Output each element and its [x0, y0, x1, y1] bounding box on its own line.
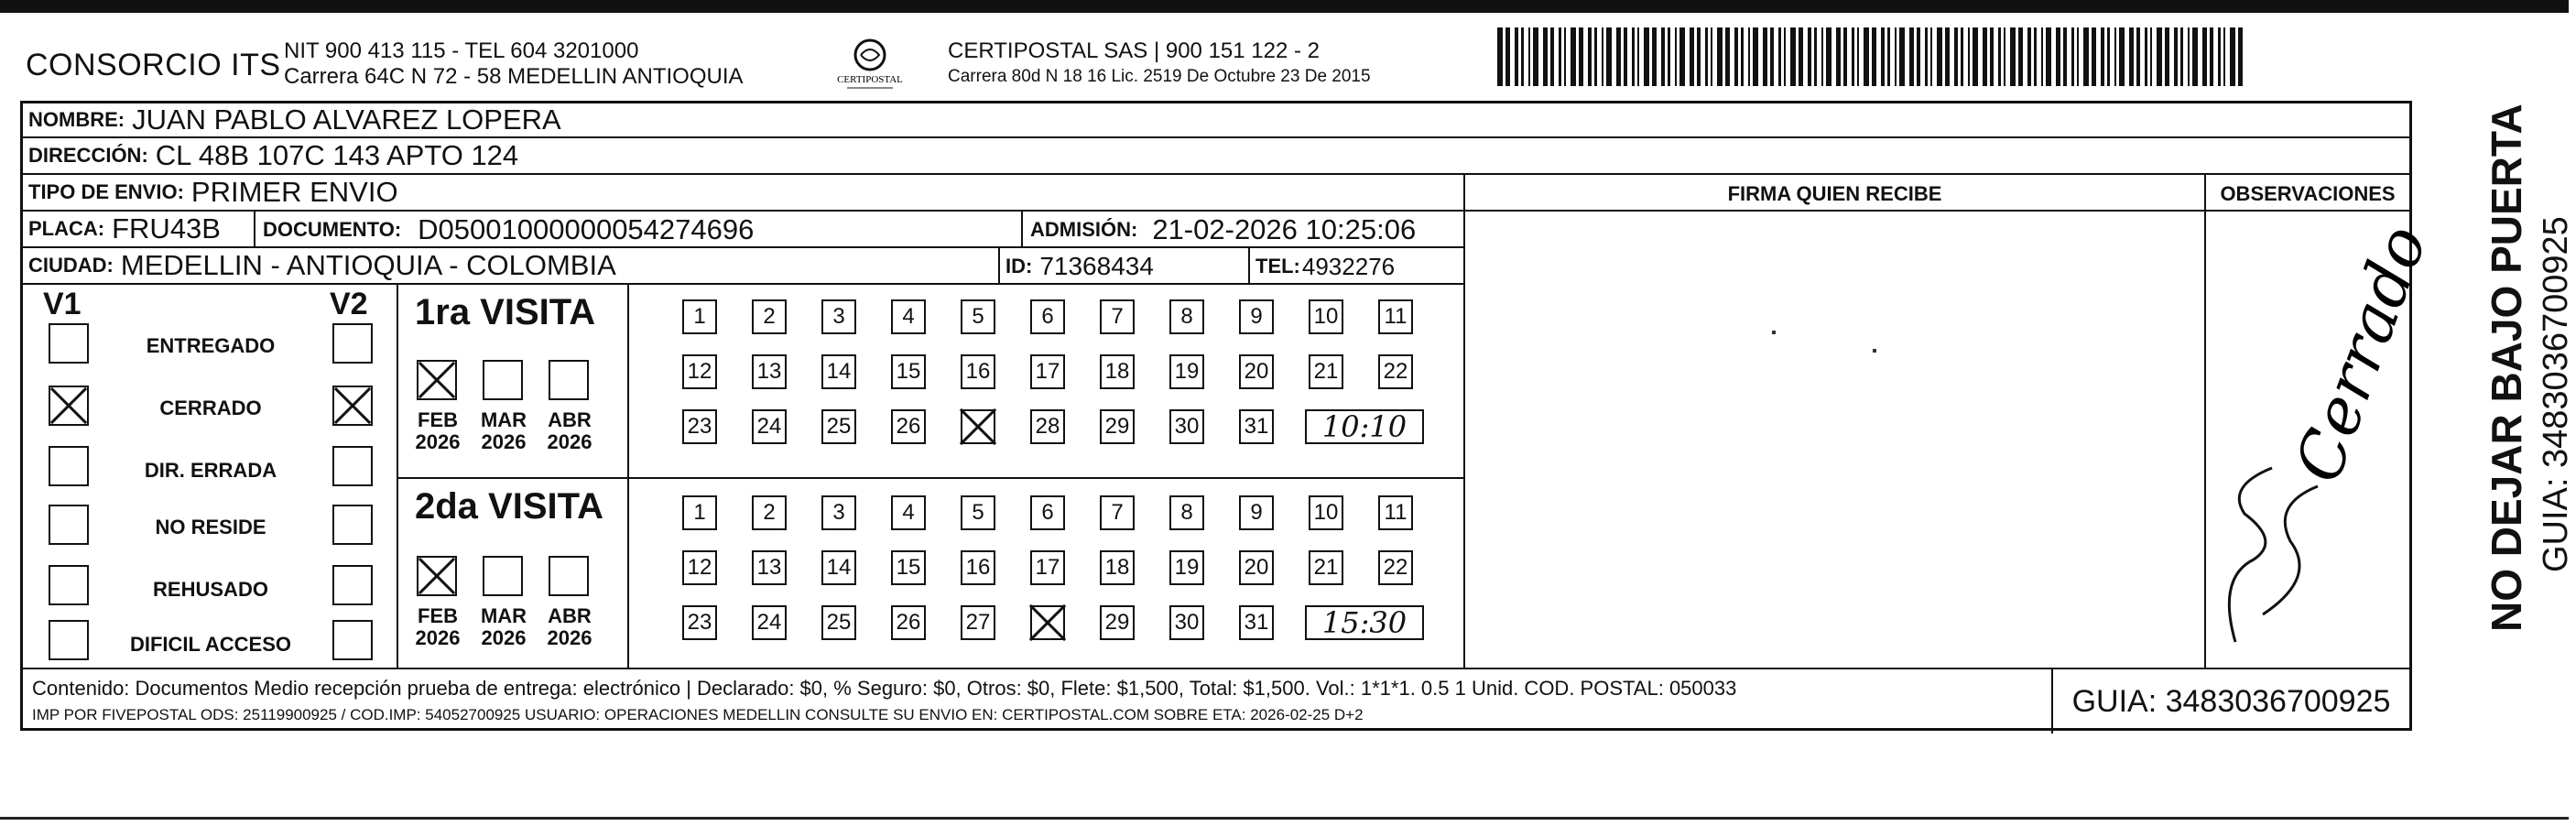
id-value: 71368434: [1039, 252, 1154, 280]
barcode-bar: [1705, 27, 1708, 86]
certipostal-logo: [829, 37, 911, 95]
nombre-label: NOMBRE:: [28, 108, 125, 131]
documento-value: D05001000000054274696: [418, 213, 755, 245]
firma-separator: [1463, 175, 1465, 668]
status-cerrado: CERRADO: [159, 397, 262, 419]
nombre-value: JUAN PABLO ALVAREZ LOPERA: [132, 103, 561, 136]
admision-value: 21-02-2026 10:25:06: [1152, 213, 1417, 245]
barcode-bar: [1790, 27, 1796, 86]
barcode: [1497, 27, 2248, 86]
barcode-bar: [2238, 27, 2243, 86]
barcode-bar: [1852, 27, 1854, 86]
v2-no-reside-checkbox[interactable]: [332, 505, 373, 545]
footer: [23, 668, 2409, 732]
observaciones-heading: OBSERVACIONES: [2220, 182, 2396, 205]
barcode-bar: [1753, 27, 1758, 86]
day-box[interactable]: 10: [1309, 495, 1343, 530]
day-box[interactable]: 11: [1378, 495, 1413, 530]
day-box[interactable]: 7: [1100, 299, 1135, 334]
day-box[interactable]: 20: [1239, 550, 1274, 585]
barcode-bar: [1697, 27, 1701, 86]
barcode-bar: [2150, 27, 2152, 86]
barcode-bar: [1679, 27, 1685, 86]
row-placa: [23, 212, 1465, 248]
barcode-bar: [1799, 27, 1803, 86]
barcode-bar: [2210, 27, 2213, 86]
ciudad-label: CIUDAD:: [28, 254, 114, 277]
day-box[interactable]: 29: [1100, 409, 1135, 444]
month-name: ABR: [548, 408, 592, 431]
barcode-bar: [1637, 27, 1639, 86]
barcode-bar: [1983, 27, 1987, 86]
barcode-bar: [1594, 27, 1597, 86]
status-dir-errada: DIR. ERRADA: [144, 459, 277, 482]
barcode-bar: [1550, 27, 1554, 86]
day-box[interactable]: 6: [1030, 299, 1065, 334]
barcode-bar: [1778, 27, 1781, 86]
barcode-bar: [1497, 27, 1503, 86]
day-box[interactable]: 12: [682, 354, 717, 389]
barcode-bar: [2174, 27, 2178, 86]
day-box[interactable]: 11: [1378, 299, 1413, 334]
barcode-bar: [2114, 27, 2116, 86]
direccion-label: DIRECCIÓN:: [28, 144, 148, 167]
v2-dir-errada-checkbox[interactable]: [332, 446, 373, 486]
barcode-bar: [1616, 27, 1621, 86]
footer-imp: IMP POR FIVEPOSTAL ODS: 25119900925 / COD.IMP: 54052700925 USUARIO: OPERACIONES MEDELLIN CONSULTE SU ENVIO EN: CERTIPOSTAL.COM SOBRE ETA: 2026-02-25 D+2: [32, 706, 1364, 723]
firma-heading: FIRMA QUIEN RECIBE: [1727, 182, 1942, 205]
visit2-month-abr-box[interactable]: [549, 556, 589, 596]
barcode-bar: [1917, 27, 1920, 86]
barcode-bar: [2004, 27, 2005, 86]
v2-dificil-acceso-checkbox[interactable]: [332, 620, 373, 660]
day-box[interactable]: 27: [961, 605, 995, 640]
day-box[interactable]: 22: [1378, 550, 1413, 585]
barcode-bar: [2034, 27, 2037, 86]
row-ciudad: [23, 248, 1465, 285]
day-box[interactable]: 23: [682, 605, 717, 640]
ciudad-value: MEDELLIN - ANTIOQUIA - COLOMBIA: [120, 249, 616, 281]
certipostal-address: Carrera 80d N 18 16 Lic. 2519 De Octubre 23 De 2015: [948, 67, 1371, 86]
v1-entregado-checkbox[interactable]: [49, 323, 89, 364]
barcode-bar: [1748, 27, 1750, 86]
barcode-bar: [2071, 27, 2074, 86]
day-box[interactable]: 19: [1169, 550, 1204, 585]
id-label: ID:: [1005, 255, 1033, 277]
tipo-value: PRIMER ENVIO: [190, 176, 398, 208]
visit2-month-abr: [538, 605, 602, 649]
month-name: ABR: [548, 604, 592, 627]
barcode-bar: [1814, 27, 1817, 86]
v1-cerrado-checkbox[interactable]: [49, 386, 89, 426]
barcode-bar: [2165, 27, 2169, 86]
barcode-bar: [1937, 27, 1942, 86]
barcode-bar: [1887, 27, 1890, 86]
barcode-bar: [2010, 27, 2016, 86]
visit-divider: [397, 477, 1464, 479]
barcode-bar: [1968, 27, 1970, 86]
barcode-bar: [1579, 27, 1583, 86]
barcode-bar: [2101, 27, 2104, 86]
day-box[interactable]: 31: [1239, 409, 1274, 444]
barcode-bar: [2018, 27, 2023, 86]
barcode-bar: [1717, 27, 1723, 86]
day-box[interactable]: 17: [1030, 550, 1065, 585]
barcode-bar: [1763, 27, 1767, 86]
certipostal-info: [948, 38, 1371, 90]
month-year: 2026: [481, 626, 527, 649]
tipo-label: TIPO DE ENVIO:: [28, 180, 184, 203]
barcode-bar: [2083, 27, 2089, 86]
day-box[interactable]: 1: [682, 495, 717, 530]
barcode-bar: [1864, 27, 1869, 86]
visit-separator: [627, 285, 629, 668]
day-box[interactable]: 24: [752, 409, 787, 444]
barcode-bar: [1973, 27, 1978, 86]
v2-heading: V2: [330, 287, 368, 321]
barcode-bar: [2145, 27, 2147, 86]
day-box[interactable]: 19: [1169, 354, 1204, 389]
day-box[interactable]: 30: [1169, 605, 1204, 640]
barcode-bar: [1836, 27, 1841, 86]
visit2-month-feb-box[interactable]: [417, 556, 457, 596]
day-box[interactable]: 26: [891, 605, 926, 640]
v1-rehusado-checkbox[interactable]: [49, 565, 89, 605]
barcode-bar: [2192, 27, 2198, 86]
day-box[interactable]: 16: [961, 354, 995, 389]
barcode-bar: [1624, 27, 1627, 86]
v2-rehusado-checkbox[interactable]: [332, 565, 373, 605]
barcode-bar: [2157, 27, 2162, 86]
observaciones-handwriting: [2208, 212, 2442, 666]
barcode-bar: [1675, 27, 1677, 86]
barcode-bar: [1690, 27, 1694, 86]
v1-dir-errada-checkbox[interactable]: [49, 446, 89, 486]
barcode-bar: [1571, 27, 1576, 86]
day-box[interactable]: 15: [891, 550, 926, 585]
barcode-bar: [2092, 27, 2096, 86]
barcode-bar: [2119, 27, 2125, 86]
nit-line: NIT 900 413 115 - TEL 604 3201000: [284, 38, 639, 63]
barcode-bar: [1881, 27, 1885, 86]
status-rehusado: REHUSADO: [153, 578, 268, 601]
tel-value: 4932276: [1301, 252, 1396, 280]
day-box[interactable]: 16: [961, 550, 995, 585]
month-name: MAR: [480, 408, 527, 431]
barcode-bar: [1930, 27, 1932, 86]
row-tipo: [23, 175, 1465, 212]
day-box[interactable]: 14: [821, 550, 856, 585]
barcode-bar: [1734, 27, 1738, 86]
barcode-bar: [2202, 27, 2207, 86]
barcode-bar: [1821, 27, 1823, 86]
visit1-month-feb: [406, 409, 470, 453]
row-direccion: [23, 138, 2409, 175]
barcode-bar: [1652, 27, 1657, 86]
day-box[interactable]: 24: [752, 605, 787, 640]
admision-label: ADMISIÓN:: [1030, 218, 1138, 241]
day-box[interactable]: 1: [682, 299, 717, 334]
barcode-bar: [1606, 27, 1612, 86]
day-box[interactable]: 30: [1169, 409, 1204, 444]
barcode-bar: [1533, 27, 1538, 86]
barcode-bar: [2188, 27, 2190, 86]
day-box[interactable]: 4: [891, 495, 926, 530]
documento-label: DOCUMENTO:: [263, 218, 402, 241]
barcode-bar: [1521, 27, 1524, 86]
bottom-line: [0, 817, 2569, 820]
day-box[interactable]: 8: [1169, 495, 1204, 530]
barcode-bar: [2180, 27, 2183, 86]
barcode-bar: [1990, 27, 1994, 86]
month-name: FEB: [418, 604, 458, 627]
barcode-bar: [1954, 27, 1958, 86]
v1-dificil-acceso-checkbox[interactable]: [49, 620, 89, 660]
barcode-bar: [2046, 27, 2051, 86]
footer-guia: GUIA: 3483036700925: [2051, 669, 2409, 734]
day-box[interactable]: 9: [1239, 495, 1274, 530]
barcode-bar: [1909, 27, 1914, 86]
barcode-bar: [1528, 27, 1530, 86]
v2-cerrado-checkbox[interactable]: [332, 386, 373, 426]
side-guia: GUIA: 3483036700925: [2537, 216, 2575, 572]
visit2-title: 2da VISITA: [415, 486, 603, 527]
day-box[interactable]: 25: [821, 409, 856, 444]
day-box[interactable]: 12: [682, 550, 717, 585]
barcode-bar: [1588, 27, 1592, 86]
month-year: 2026: [547, 626, 592, 649]
day-box[interactable]: [961, 409, 995, 444]
barcode-bar: [1808, 27, 1811, 86]
barcode-bar: [1872, 27, 1876, 86]
visit1-month-feb-box[interactable]: [417, 360, 457, 400]
barcode-bar: [1668, 27, 1670, 86]
month-year: 2026: [547, 430, 592, 453]
logo-text: CERTIPOSTAL: [837, 74, 903, 85]
row-nombre: [23, 103, 2409, 138]
barcode-bar: [1961, 27, 1963, 86]
company-info: [284, 38, 744, 90]
day-box[interactable]: 22: [1378, 354, 1413, 389]
barcode-bar: [1564, 27, 1566, 86]
company-name: CONSORCIO ITS: [26, 48, 281, 82]
day-box[interactable]: 23: [682, 409, 717, 444]
barcode-bar: [1741, 27, 1744, 86]
signature-dot: [1772, 331, 1776, 334]
day-box[interactable]: 3: [821, 299, 856, 334]
visit1-month-mar-box[interactable]: [483, 360, 523, 400]
status-list: [23, 285, 398, 668]
day-box[interactable]: 21: [1309, 550, 1343, 585]
header: [18, 27, 2408, 101]
barcode-bar: [1945, 27, 1950, 86]
barcode-bar: [1857, 27, 1859, 86]
visit2-month-mar: [472, 605, 536, 649]
day-box[interactable]: 20: [1239, 354, 1274, 389]
side-warning: [2418, 103, 2575, 668]
footer-contenido: Contenido: Documentos Medio recepción prueba de entrega: electrónico | Declarado: $0, % Seguro: $0, Otros: $0, Flete: $1,500, Total: $1,500. Vol.: 1*1*1. 0.5 1 Unid. COD. POSTAL: 050033: [32, 677, 1737, 700]
day-box[interactable]: 13: [752, 354, 787, 389]
barcode-bar: [1826, 27, 1831, 86]
signature-dot: [1873, 349, 1876, 353]
tel-label: TEL:: [1255, 255, 1300, 277]
day-box[interactable]: 2: [752, 299, 787, 334]
barcode-bar: [2136, 27, 2140, 86]
top-black-bar: [0, 0, 2569, 13]
company-address: Carrera 64C N 72 - 58 MEDELLIN ANTIOQUIA: [284, 64, 744, 89]
day-box[interactable]: 13: [752, 550, 787, 585]
visit1-title: 1ra VISITA: [415, 292, 596, 332]
day-box[interactable]: 4: [891, 299, 926, 334]
barcode-bar: [2041, 27, 2043, 86]
day-box[interactable]: 25: [821, 605, 856, 640]
barcode-bar: [2223, 27, 2225, 86]
observacion-text: Cerrado: [2279, 215, 2442, 492]
day-box[interactable]: 21: [1309, 354, 1343, 389]
day-box[interactable]: 5: [961, 495, 995, 530]
day-box[interactable]: 18: [1100, 550, 1135, 585]
v2-entregado-checkbox[interactable]: [332, 323, 373, 364]
day-box[interactable]: 28: [1030, 409, 1065, 444]
visit2-month-mar-box[interactable]: [483, 556, 523, 596]
barcode-bar: [1895, 27, 1897, 86]
visit1-month-abr: [538, 409, 602, 453]
day-box[interactable]: 17: [1030, 354, 1065, 389]
visit2-month-feb: [406, 605, 470, 649]
barcode-bar: [1559, 27, 1561, 86]
barcode-bar: [1843, 27, 1847, 86]
obs-separator: [2204, 175, 2206, 668]
day-box[interactable]: 5: [961, 299, 995, 334]
barcode-bar: [1998, 27, 2001, 86]
barcode-bar: [2056, 27, 2060, 86]
visit1-month-abr-box[interactable]: [549, 360, 589, 400]
month-year: 2026: [481, 430, 527, 453]
day-box[interactable]: 15: [891, 354, 926, 389]
month-name: MAR: [480, 604, 527, 627]
barcode-bar: [1711, 27, 1712, 86]
barcode-bar: [2129, 27, 2134, 86]
status-dificil-acceso: DIFICIL ACCESO: [129, 633, 291, 656]
v1-no-reside-checkbox[interactable]: [49, 505, 89, 545]
barcode-bar: [2077, 27, 2079, 86]
v1-heading: V1: [43, 287, 82, 321]
day-box[interactable]: [1030, 605, 1065, 640]
no-dejar-bajo-puerta: NO DEJAR BAJO PUERTA: [2483, 103, 2530, 632]
barcode-bar: [1515, 27, 1518, 86]
barcode-bar: [1925, 27, 1928, 86]
day-box[interactable]: 29: [1100, 605, 1135, 640]
placa-value: FRU43B: [112, 212, 221, 245]
barcode-bar: [1602, 27, 1603, 86]
barcode-bar: [1770, 27, 1774, 86]
visit1-time: 10:10: [1305, 409, 1424, 444]
day-box[interactable]: 14: [821, 354, 856, 389]
barcode-bar: [1644, 27, 1649, 86]
day-box[interactable]: 8: [1169, 299, 1204, 334]
day-box[interactable]: 7: [1100, 495, 1135, 530]
placa-label: PLACA:: [28, 217, 105, 240]
barcode-bar: [2063, 27, 2067, 86]
visit2-time: 15:30: [1305, 605, 1424, 640]
delivery-form: [20, 101, 2442, 731]
day-box[interactable]: 10: [1309, 299, 1343, 334]
barcode-bar: [1543, 27, 1548, 86]
barcode-bar: [1661, 27, 1665, 86]
day-box[interactable]: 6: [1030, 495, 1065, 530]
barcode-bar: [1899, 27, 1905, 86]
day-box[interactable]: 18: [1100, 354, 1135, 389]
barcode-bar: [2107, 27, 2110, 86]
day-box[interactable]: 31: [1239, 605, 1274, 640]
status-no-reside: NO RESIDE: [155, 516, 266, 538]
direccion-value: CL 48B 107C 143 APTO 124: [155, 139, 519, 171]
barcode-bar: [1784, 27, 1786, 86]
barcode-bar: [1725, 27, 1730, 86]
day-box[interactable]: 3: [821, 495, 856, 530]
barcode-bar: [1505, 27, 1510, 86]
top-black-bar-right: [2390, 7, 2569, 13]
visit1-month-mar: [472, 409, 536, 453]
barcode-bar: [2218, 27, 2221, 86]
status-entregado: ENTREGADO: [146, 334, 276, 357]
day-box[interactable]: 26: [891, 409, 926, 444]
month-name: FEB: [418, 408, 458, 431]
day-box[interactable]: 2: [752, 495, 787, 530]
certipostal-line: CERTIPOSTAL SAS | 900 151 122 - 2: [948, 38, 1320, 63]
day-box[interactable]: 9: [1239, 299, 1274, 334]
month-year: 2026: [415, 626, 461, 649]
barcode-bar: [2027, 27, 2031, 86]
barcode-bar: [2230, 27, 2235, 86]
barcode-bar: [1632, 27, 1635, 86]
status-separator: [397, 285, 398, 668]
month-year: 2026: [415, 430, 461, 453]
